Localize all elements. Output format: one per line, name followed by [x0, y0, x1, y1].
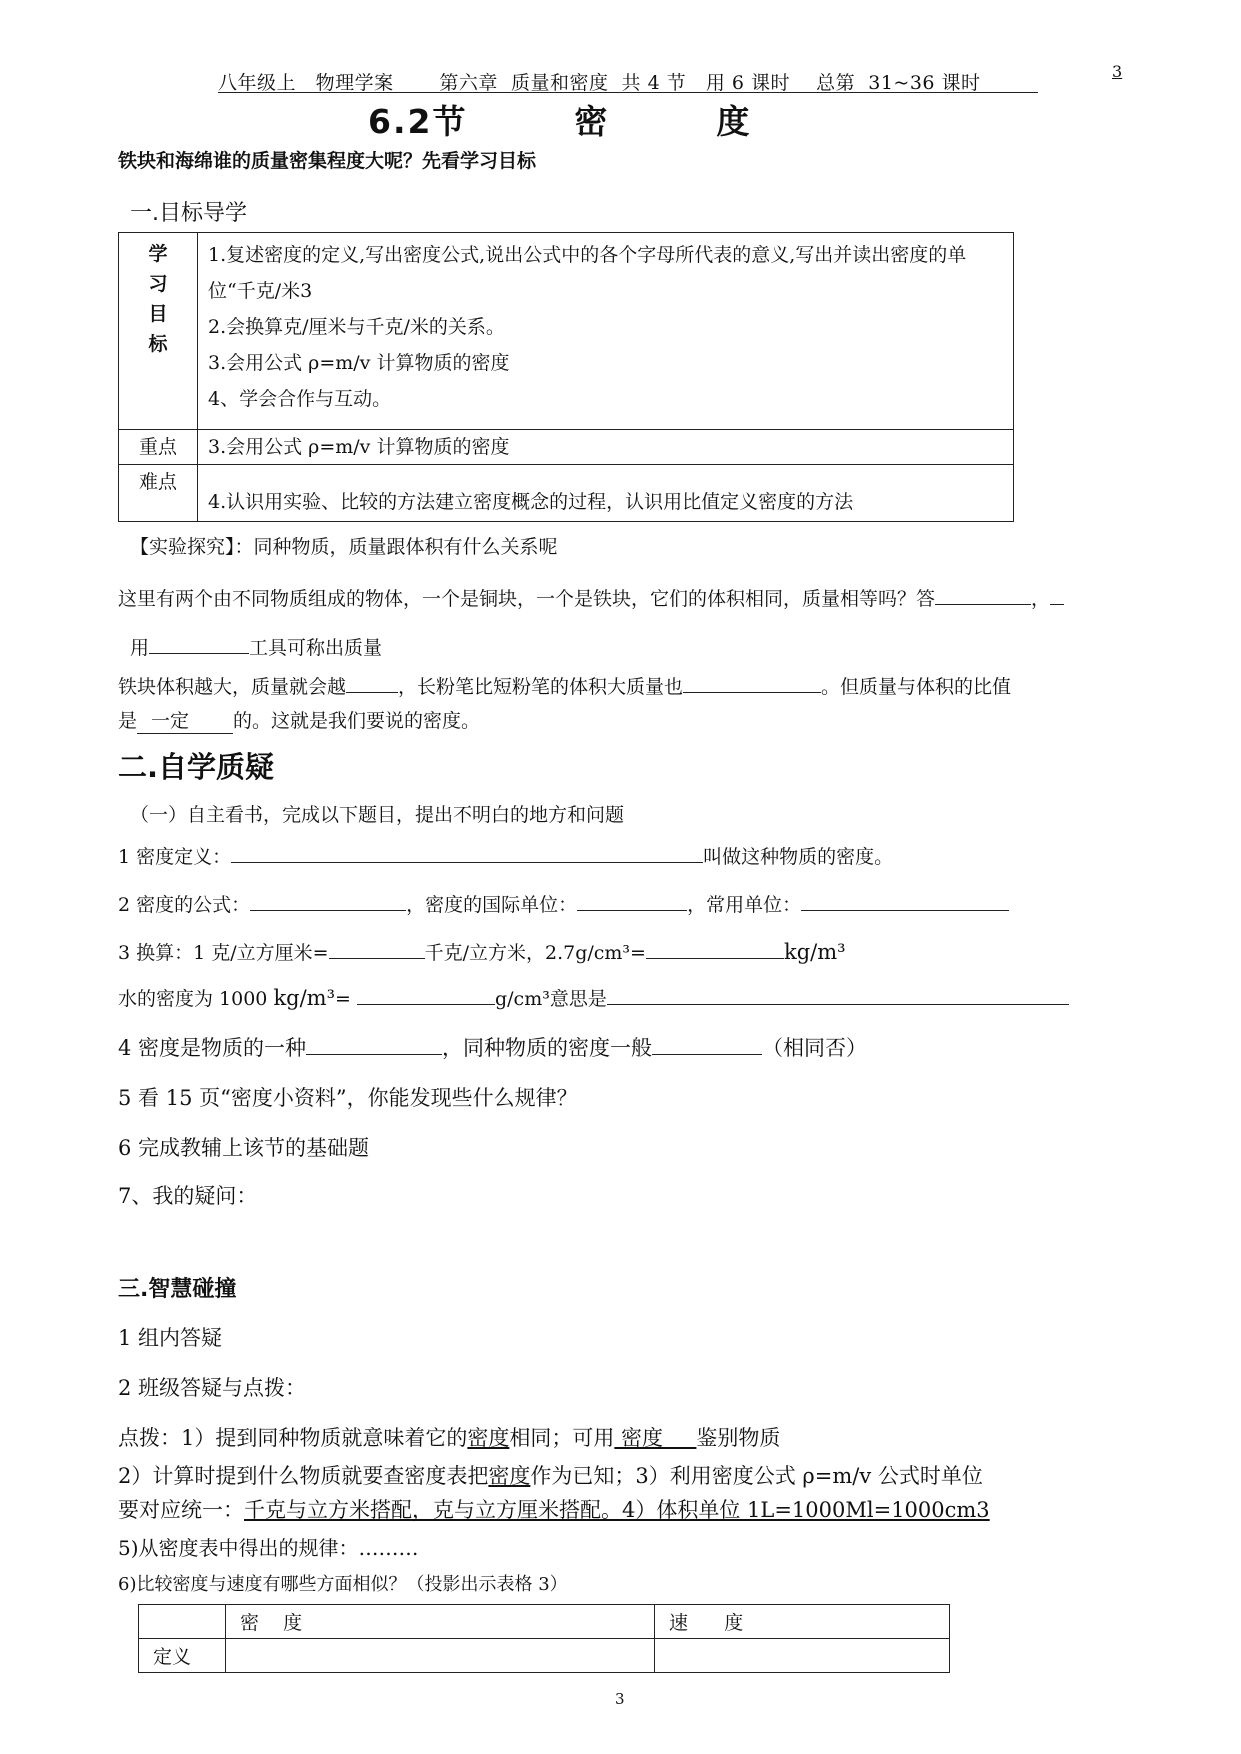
goal-item: 2.会换算克/厘米与千克/米的关系。: [208, 316, 505, 338]
key-point-label: 重点: [119, 430, 198, 465]
tip6: 6)比较密度与速度有哪些方面相似？（投影出示表格 3）: [118, 1574, 568, 1595]
answer-filled: 一定: [137, 706, 233, 734]
q3-a: 铁块体积越大，质量就会越: [118, 676, 347, 698]
item1: [118, 842, 893, 869]
footer-page-number: 3: [615, 1690, 625, 1708]
experiment-q1: [118, 584, 1064, 611]
experiment-heading: 【实验探究】：同种物质，质量跟体积有什么关系呢: [130, 536, 558, 558]
lead-question: 铁块和海绵谁的质量密集程度大呢？先看学习目标: [118, 150, 537, 172]
item4: [118, 1032, 867, 1062]
tip1-b: 相同；可用: [509, 1426, 615, 1450]
answer-blank[interactable]: [250, 890, 406, 911]
item2-b: ，密度的国际单位：: [406, 894, 578, 916]
answer-blank[interactable]: [357, 984, 495, 1005]
goal-label-char: 习: [148, 273, 168, 295]
answer-blank[interactable]: [329, 938, 425, 959]
item1-pre: 1 密度定义：: [118, 846, 232, 868]
q3-b: ，长粉笔比短粉笔的体积大质量也: [398, 676, 684, 698]
goal-label: [119, 233, 198, 430]
item7: 7、我的疑问：: [118, 1184, 258, 1208]
tip5: 5)从密度表中得出的规律：………: [118, 1536, 419, 1560]
item6: 6 完成教辅上该节的基础题: [118, 1136, 370, 1160]
answer-blank[interactable]: [646, 938, 784, 959]
answer-blank[interactable]: [683, 672, 821, 693]
item3-a: 3 换算：1 克/立方厘米=: [118, 942, 329, 964]
q1-text: 这里有两个由不同物质组成的物体，一个是铜块，一个是铁块，它们的体积相同，质量相等吗？答: [118, 588, 936, 610]
tip2: [118, 1460, 983, 1490]
experiment-q4: [118, 706, 480, 734]
learning-goals-table: [118, 232, 1014, 522]
section1-heading: 一.目标导学: [130, 201, 247, 226]
goal-item: 1.复述密度的定义,写出密度公式,说出公式中的各个字母所代表的意义,写出并读出密度的单位“千克/米3: [208, 244, 967, 302]
tip2-b: 作为已知；3）利用密度公式 ρ=m/v 公式时单位: [530, 1464, 983, 1488]
item5: 5 看 15 页“密度小资料”，你能发现些什么规律？: [118, 1086, 578, 1110]
water-density: [118, 984, 1069, 1011]
item3-b: 千克/立方米，2.7g/cm³=: [424, 942, 646, 964]
q2-pre: 用: [130, 637, 150, 659]
tip1-a: 点拨：1）提到同种物质就意味着它的: [118, 1426, 468, 1450]
header-page-number: 3: [1112, 62, 1123, 81]
tip1-underline: 密度: [467, 1426, 510, 1450]
item1-post: 叫做这种物质的密度。: [703, 846, 894, 868]
answer-blank[interactable]: [801, 890, 1009, 911]
section2-intro: （一）自主看书，完成以下题目，提出不明白的地方和问题: [130, 804, 625, 826]
water-eq: =: [335, 988, 351, 1010]
tip2-underline: 密度: [488, 1464, 531, 1488]
goal-list: [198, 233, 1014, 430]
table-cell-speed[interactable]: [655, 1639, 950, 1673]
item3-unit: kg/m³: [783, 940, 846, 964]
goal-item: 4、学会合作与互动。: [208, 388, 392, 410]
water-unit: kg/m³: [273, 986, 336, 1010]
answer-blank[interactable]: [935, 584, 1031, 605]
goal-item: 3.会用公式 ρ=m/v 计算物质的密度: [208, 352, 510, 374]
tip1-c: 鉴别物质: [696, 1426, 781, 1450]
answer-blank[interactable]: [652, 1034, 762, 1055]
item2-c: ，常用单位：: [687, 894, 802, 916]
answer-blank[interactable]: [607, 984, 1069, 1005]
section3-heading: 三.智慧碰撞: [118, 1277, 237, 1302]
tip3-underline: 千克与立方米搭配，克与立方厘米搭配。4）体积单位 1L=1000Ml=1000cm3: [244, 1498, 990, 1522]
tip3: [118, 1494, 990, 1524]
difficulty-text: 4.认识用实验、比较的方法建立密度概念的过程，认识用比值定义密度的方法: [198, 465, 1014, 522]
page-header: 八年级上 物理学案 第六章 质量和密度 共 4 节 用 6 课时 总第 31~36 课时: [218, 72, 981, 94]
q3-c: 。但质量与体积的比值: [821, 676, 1012, 698]
goal-label-char: 学: [148, 243, 168, 265]
q1-tail: ，: [1031, 588, 1051, 610]
tip3-a: 要对应统一：: [118, 1498, 244, 1522]
q2-post: 工具可称出质量: [249, 637, 383, 659]
table-corner: [139, 1605, 226, 1639]
answer-blank[interactable]: [231, 842, 703, 863]
water-a: 水的密度为 1000: [118, 988, 274, 1010]
header-rule: [218, 92, 1038, 93]
item4-a: 4 密度是物质的一种: [118, 1036, 307, 1060]
q4-a: 是: [118, 710, 138, 732]
item2: [118, 890, 1009, 917]
table-row-label: 定义: [139, 1639, 226, 1673]
item3: [118, 938, 846, 965]
water-c: g/cm³意思是: [494, 988, 607, 1010]
page-title: 6.2节 密 度: [368, 102, 752, 141]
step2: 2 班级答疑与点拨：: [118, 1376, 307, 1400]
experiment-q2: [130, 633, 382, 660]
item4-c: （相同否）: [762, 1036, 868, 1060]
difficulty-label: 难点: [119, 465, 198, 522]
goal-label-char: 目: [148, 303, 168, 325]
q4-b: 的。这就是我们要说的密度。: [233, 710, 481, 732]
tip2-a: 2）计算时提到什么物质就要查密度表把: [118, 1464, 489, 1488]
answer-blank[interactable]: [1050, 584, 1064, 605]
answer-blank[interactable]: [149, 633, 249, 654]
section2-heading: 二.自学质疑: [118, 750, 275, 784]
item4-b: ，同种物质的密度一般: [442, 1036, 653, 1060]
item2-a: 2 密度的公式：: [118, 894, 251, 916]
answer-blank[interactable]: [577, 890, 687, 911]
tip1-underline: 密度: [614, 1426, 697, 1450]
goal-label-char: 标: [148, 333, 168, 355]
tip1: [118, 1422, 780, 1452]
experiment-q3: [118, 672, 1011, 699]
key-point-text: 3.会用公式 ρ=m/v 计算物质的密度: [198, 430, 1014, 465]
table-cell-density[interactable]: [226, 1639, 655, 1673]
answer-blank[interactable]: [306, 1034, 442, 1055]
table-header-speed: 速 度: [655, 1605, 950, 1639]
step1: 1 组内答疑: [118, 1326, 223, 1350]
table-header-density: 密 度: [226, 1605, 655, 1639]
density-speed-table: [138, 1604, 950, 1673]
answer-blank[interactable]: [346, 672, 398, 693]
